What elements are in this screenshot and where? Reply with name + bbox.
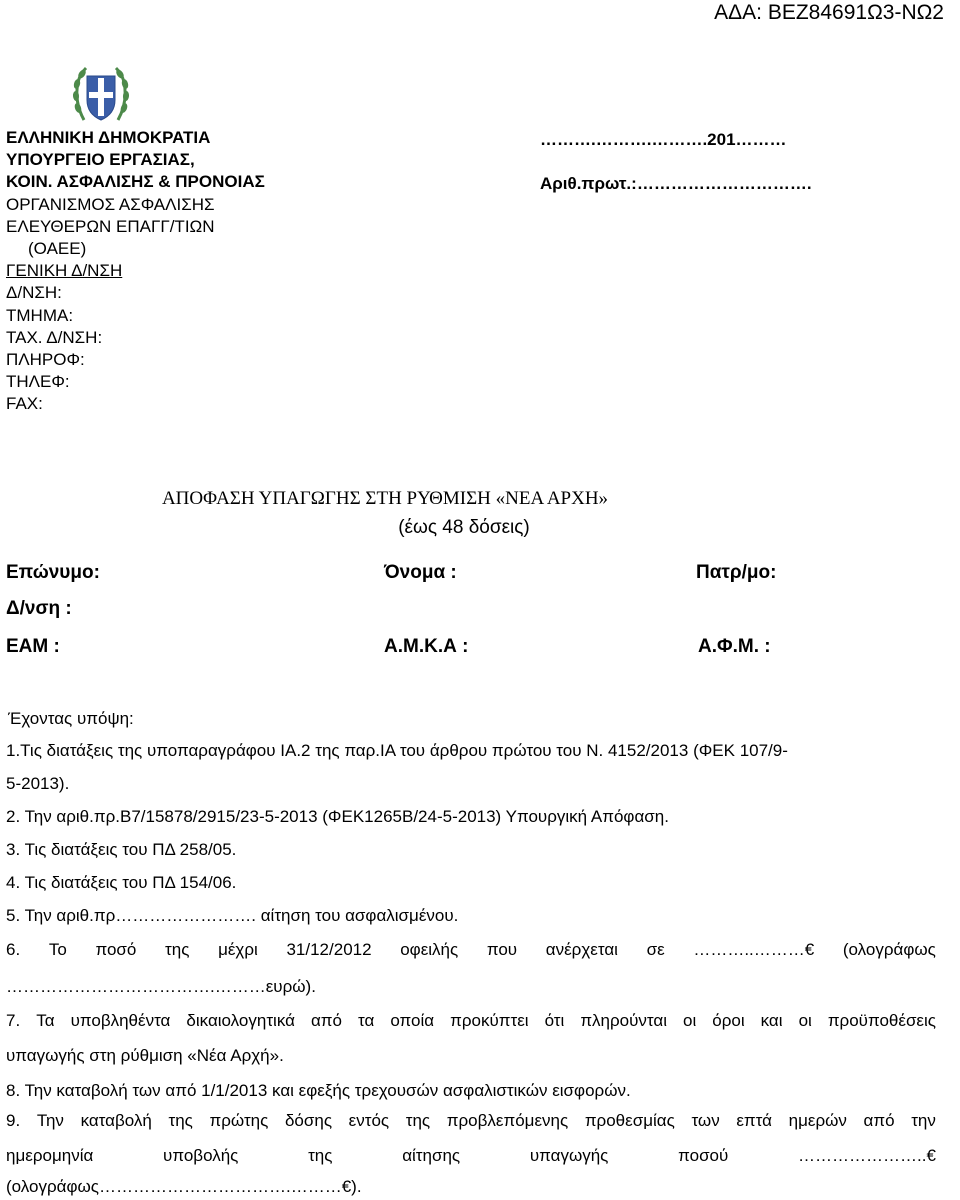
item-7 xyxy=(6,1011,936,1031)
item-1: 1.Τις διατάξεις της υποπαραγράφου ΙΑ.2 της παρ.ΙΑ του άρθρου πρώτου του Ν. 4152/2013 (ΦΕΚ 107/9- xyxy=(6,741,788,760)
item-9-word: την xyxy=(911,1111,936,1130)
item-7-word: Τα xyxy=(36,1011,55,1030)
item-9-word: προβλεπόμενης xyxy=(446,1111,569,1130)
item-9-word: επτά xyxy=(736,1111,772,1130)
item-7-word: τα xyxy=(358,1011,375,1030)
item-9-word: 9. xyxy=(6,1111,21,1130)
greek-coat-of-arms-icon xyxy=(72,62,130,126)
item-6-word: ανέρχεται xyxy=(545,940,618,959)
sender-line: ΓΕΝΙΚΗ Δ/ΝΣΗ xyxy=(6,261,123,281)
item-9-word: των xyxy=(691,1111,720,1130)
field-name: Όνομα : xyxy=(384,562,457,583)
item-9-word: ποσού xyxy=(678,1146,729,1165)
item-9-amount-words: (ολογράφως…………………………….………€). xyxy=(6,1177,362,1196)
item-9-word: πρώτης xyxy=(209,1111,269,1130)
item-7-word: πληρούνται xyxy=(580,1011,667,1030)
sender-block xyxy=(6,127,306,416)
field-eam: ΕΑΜ : xyxy=(6,636,60,657)
item-6 xyxy=(6,940,936,960)
item-6-word: ………..………€ xyxy=(693,940,815,959)
sender-line: ΠΛΗΡΟΦ: xyxy=(6,350,85,370)
item-9-word: ημερών xyxy=(788,1111,847,1130)
item-6-cont: ……………………………….………ευρώ). xyxy=(6,977,316,996)
item-6-word: που xyxy=(486,940,518,959)
item-9-word: δόσης xyxy=(284,1111,333,1130)
sender-line: ΥΠΟΥΡΓΕΙΟ ΕΡΓΑΣΙΑΣ, xyxy=(6,150,195,170)
item-9-word: υποβολής xyxy=(163,1146,239,1165)
item-9-word: από xyxy=(863,1111,895,1130)
sender-line: Δ/ΝΣΗ: xyxy=(6,283,62,303)
item-4: 4. Τις διατάξεις του ΠΔ 154/06. xyxy=(6,873,237,892)
item-7-word: 7. xyxy=(6,1011,21,1030)
item-6-word: 31/12/2012 xyxy=(286,940,372,959)
item-6-word: ποσό xyxy=(95,940,137,959)
item-7-word: και xyxy=(760,1011,783,1030)
field-father-name: Πατρ/μο: xyxy=(696,562,777,583)
item-8: 8. Την καταβολή των από 1/1/2013 και εφεξής τρεχουσών ασφαλιστικών εισφορών. xyxy=(6,1081,631,1100)
item-9-word: …………………..€ xyxy=(798,1146,936,1165)
item-3: 3. Τις διατάξεις του ΠΔ 258/05. xyxy=(6,840,237,859)
item-9-word: της xyxy=(308,1146,333,1165)
item-6-word: Το xyxy=(48,940,67,959)
item-6-word: 6. xyxy=(6,940,21,959)
item-7-cont: υπαγωγής στη ρύθμιση «Νέα Αρχή». xyxy=(6,1046,284,1065)
sender-line: ΕΛΕΥΘΕΡΩΝ ΕΠΑΓΓ/ΤΙΩΝ xyxy=(6,216,215,236)
considering-heading: Έχοντας υπόψη: xyxy=(8,709,134,728)
item-7-word: ότι xyxy=(544,1011,565,1030)
item-9-word: Την xyxy=(36,1111,64,1130)
item-6-word: οφειλής xyxy=(400,940,459,959)
item-7-word: όροι xyxy=(712,1011,745,1030)
item-9-word: υπαγωγής xyxy=(529,1146,609,1165)
sender-line: ΟΡΓΑΝΙΣΜΟΣ ΑΣΦΑΛΙΣΗΣ xyxy=(6,194,215,214)
item-7-word: από xyxy=(310,1011,342,1030)
item-9-word: της xyxy=(168,1111,193,1130)
item-7-word: υποβληθέντα xyxy=(70,1011,171,1030)
item-9-word: εντός xyxy=(348,1111,390,1130)
item-7-word: οι xyxy=(683,1011,697,1030)
field-address: Δ/νση : xyxy=(6,598,72,619)
item-9-word: αίτησης xyxy=(402,1146,461,1165)
item-9 xyxy=(6,1111,936,1131)
sender-line: ΤΑΧ. Δ/ΝΣΗ: xyxy=(6,327,103,347)
item-1-cont: 5-2013). xyxy=(6,774,70,793)
field-amka: Α.Μ.Κ.Α : xyxy=(384,636,469,657)
item-6-word: της xyxy=(165,940,190,959)
field-afm: Α.Φ.Μ. : xyxy=(698,636,771,657)
item-9-word: καταβολή xyxy=(80,1111,152,1130)
item-6-word: μέχρι xyxy=(218,940,258,959)
item-7-word: οποία xyxy=(390,1011,435,1030)
document-subtitle: (έως 48 δόσεις) xyxy=(398,517,530,538)
item-6-word: (ολογράφως xyxy=(842,940,936,959)
item-2: 2. Την αριθ.πρ.Β7/15878/2915/23-5-2013 (ΦΕΚ1265Β/24-5-2013) Υπουργική Απόφαση. xyxy=(6,807,669,826)
sender-line: (ΟΑΕΕ) xyxy=(28,239,87,259)
item-7-word: δικαιολογητικά xyxy=(186,1011,295,1030)
sender-line: ΚΟΙΝ. ΑΣΦΑΛΙΣΗΣ & ΠΡΟΝΟΙΑΣ xyxy=(6,172,265,192)
item-9-cont xyxy=(6,1146,936,1166)
item-5: 5. Την αριθ.πρ……………………. αίτηση του ασφαλισμένου. xyxy=(6,906,459,925)
item-7-word: προκύπτει xyxy=(450,1011,529,1030)
ada-code: ΑΔΑ: ΒΕΖ84691Ω3-ΝΩ2 xyxy=(714,1,944,24)
sender-line: FAX: xyxy=(6,394,43,414)
item-7-word: προϋποθέσεις xyxy=(827,1011,936,1030)
sender-line: ΤΗΛΕΦ: xyxy=(6,372,70,392)
document-title: ΑΠΟΦΑΣΗ ΥΠΑΓΩΓΗΣ ΣΤΗ ΡΥΘΜΙΣΗ «ΝΕΑ ΑΡΧΗ» xyxy=(161,488,609,509)
date-line: ……….……….……….201……… xyxy=(540,130,787,149)
sender-line: ΤΜΗΜΑ: xyxy=(6,305,74,325)
item-9-word: της xyxy=(405,1111,431,1130)
protocol-number: Αριθ.πρωτ.:…………………………. xyxy=(540,174,812,193)
item-7-word: οι xyxy=(798,1011,812,1030)
item-9-word: ημερομηνία xyxy=(6,1146,94,1165)
item-6-word: σε xyxy=(646,940,665,959)
item-9-word: προθεσμίας xyxy=(584,1111,675,1130)
sender-line: ΕΛΛΗΝΙΚΗ ΔΗΜΟΚΡΑΤΙΑ xyxy=(6,128,211,147)
field-surname: Επώνυμο: xyxy=(6,562,100,583)
